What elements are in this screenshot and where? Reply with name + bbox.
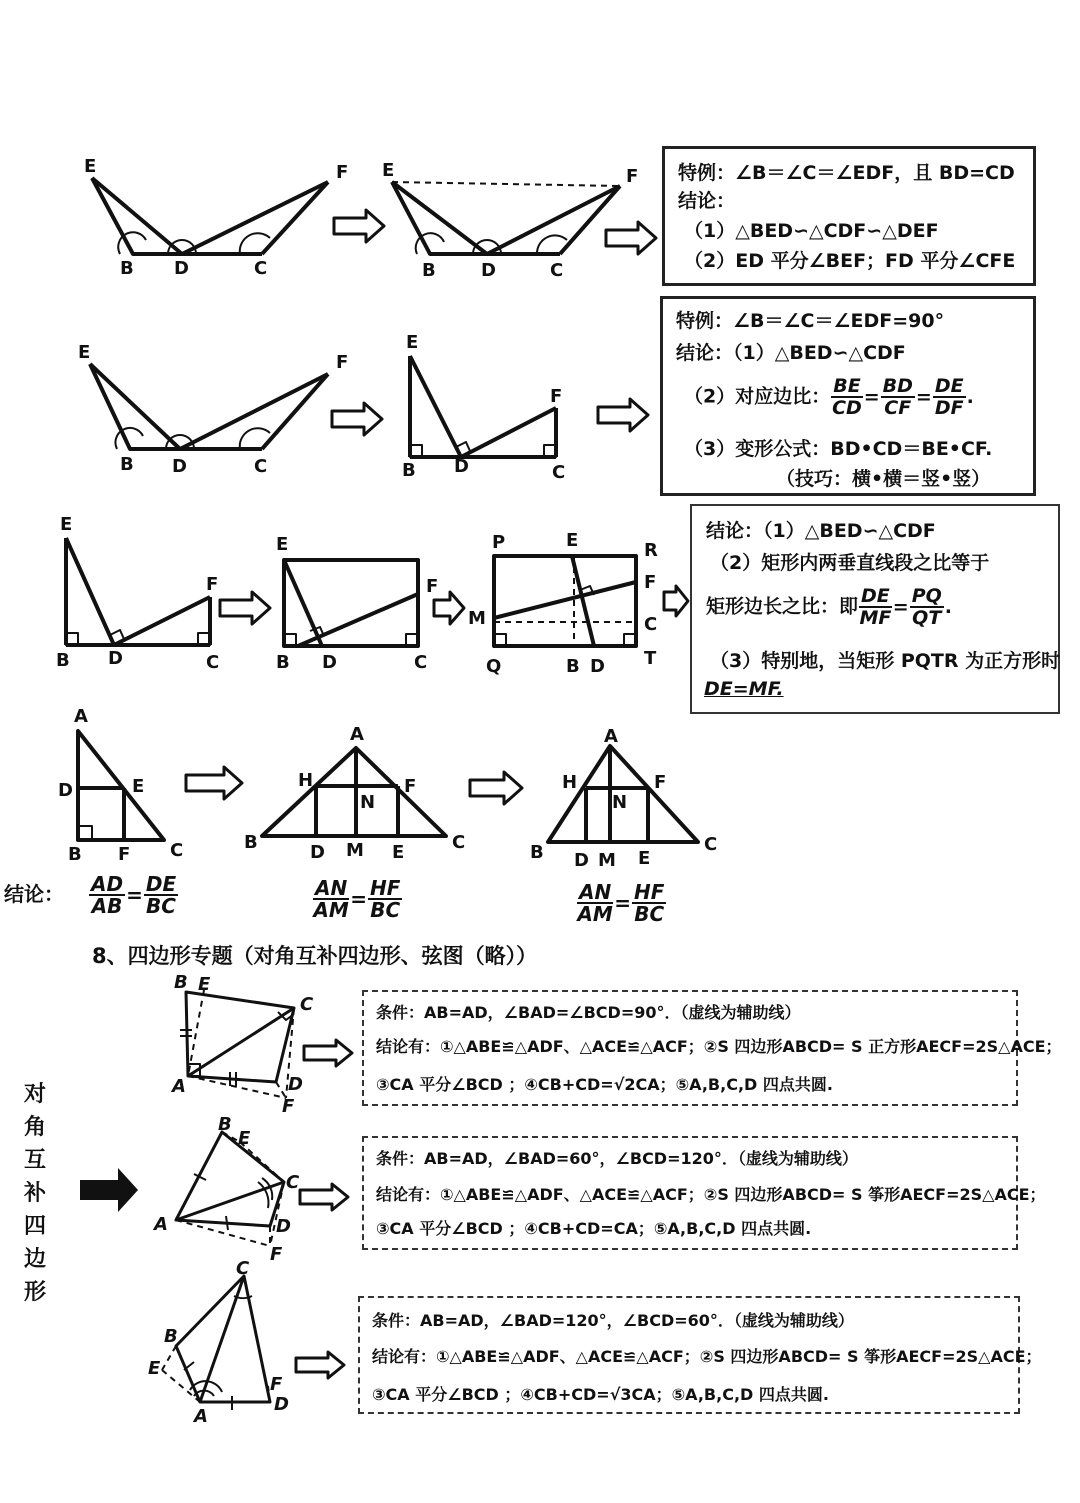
ratio-de-mf: $\frac{DE}{MF}$ [859,585,892,629]
arrow-7 [664,586,688,616]
box2-c4: （技巧：横•横＝竖•竖） [776,468,991,490]
box2-c1: 结论：（1）△BED∽△CDF [676,342,906,364]
svg-text:F: F [270,1244,283,1265]
svg-text:E: E [406,332,419,353]
svg-text:C: C [206,652,220,673]
svg-text:C: C [254,258,268,279]
svg-text:E: E [238,1128,251,1149]
svg-text:Q: Q [486,656,502,677]
ratio-de-df: $\frac{DE}{DF}$ [934,375,964,419]
svg-text:F: F [336,352,349,373]
svg-text:E: E [638,848,651,869]
box3-c2b: 矩形边长之比：即 $\frac{DE}{MF}$ = $\frac{PQ}{QT}$ . [706,585,952,629]
svg-text:F: F [118,844,131,865]
arrow-8 [186,767,242,799]
svg-text:M: M [598,850,616,871]
svg-text:A: A [74,706,88,727]
svg-text:F: F [336,162,349,183]
box1-special: 特例：∠B＝∠C＝∠EDF，且 BD=CD [678,162,1015,184]
svg-text:H: H [298,770,314,791]
svg-text:C: C [414,652,428,673]
svg-text:T: T [644,648,657,669]
svg-text:E: E [276,534,289,555]
svg-text:D: D [108,648,123,669]
svg-text:F: F [550,386,563,407]
box2-c2-prefix: （2）对应边比： [684,385,831,408]
svg-text:F: F [426,576,439,597]
arrow-3 [332,403,382,435]
svg-text:F: F [404,776,417,797]
fig-row3-a [66,538,210,645]
svg-text:C: C [704,834,718,855]
q2-cond: 条件：AB=AD，∠BAD=60°，∠BCD=120°．（虚线为辅助线） [376,1149,858,1168]
svg-text:C: C [550,260,564,281]
q2-l3: ③CA 平分∠BCD ；④CB+CD=CA；⑤A,B,C,D 四点共圆. [376,1219,812,1238]
box3-c4: DE=MF. [704,678,784,700]
svg-text:E: E [382,160,395,181]
svg-text:A: A [172,1076,186,1097]
svg-text:D: D [574,850,589,871]
box1-c1: （1）△BED∽△CDF∽△DEF [684,220,939,242]
box2-special: 特例：∠B＝∠C＝∠EDF=90° [676,310,945,332]
svg-text:D: D [172,456,187,477]
ratio-pq-qt: $\frac{PQ}{QT}$ [911,585,942,629]
svg-text:B: B [120,258,134,279]
arrow-9 [470,772,522,804]
svg-text:B: B [174,972,188,993]
box3-c3: （3）特别地，当矩形 PQTR 为正方形时 [710,650,1061,672]
ratio-be-cd: $\frac{BE}{CD}$ [832,375,862,419]
svg-text:B: B [402,460,416,481]
svg-text:A: A [194,1406,208,1427]
svg-text:A: A [604,726,618,747]
fig-row2-a [90,364,328,449]
svg-text:F: F [270,1374,283,1395]
ratio-bd-cf: $\frac{BD}{CF}$ [882,375,913,419]
svg-text:C: C [286,1172,300,1193]
svg-text:B: B [276,652,290,673]
svg-text:E: E [566,530,579,551]
fig-row1-a [92,178,328,254]
arrow-12 [296,1352,344,1378]
svg-text:R: R [644,540,658,561]
svg-text:D: D [276,1216,291,1237]
svg-text:D: D [454,456,469,477]
svg-text:B: B [120,454,134,475]
svg-text:C: C [452,832,466,853]
q1-l2: 结论有：①△ABE≌△ADF、△ACE≌△ACF；②S 四边形ABCD= S 正方形AECF=2S△ACE； [376,1037,1062,1056]
svg-text:F: F [626,166,639,187]
svg-text:D: D [174,258,189,279]
svg-text:F: F [654,772,667,793]
svg-text:C: C [644,614,658,635]
box2-c3: （3）变形公式：BD•CD＝BE•CF. [684,438,993,460]
svg-text:D: D [274,1394,289,1415]
box3-c1: 结论：（1）△BED∽△CDF [706,520,936,542]
svg-text:D: D [590,656,605,677]
svg-text:B: B [218,1114,232,1135]
box2-c2: （2）对应边比： $\frac{BE}{CD}$ = $\frac{BD}{CF}$ = $\frac{DE}{DF}$ . [684,375,974,419]
svg-text:M: M [346,840,364,861]
fig-row4-a [78,731,164,840]
svg-text:B: B [164,1326,178,1347]
arrow-6 [434,592,464,624]
svg-text:C: C [254,456,268,477]
fig-row3-c [494,556,636,646]
big-arrow [80,1168,138,1212]
svg-text:H: H [562,772,578,793]
svg-text:N: N [612,792,628,813]
svg-text:D: D [322,652,337,673]
arrow-5 [220,592,270,624]
fig-quad-3 [162,1276,270,1410]
row4-r3: $\frac{AN}{AM}$ = $\frac{HF}{BC}$ [577,880,665,926]
row4-r1: $\frac{AD}{AB}$ = $\frac{DE}{BC}$ [91,872,177,918]
svg-text:D: D [288,1074,303,1095]
svg-text:B: B [422,260,436,281]
q3-l2: 结论有：①△ABE≌△ADF、△ACE≌△ACF；②S 四边形ABCD= S 筝形AECF=2S△ACE； [372,1347,1042,1366]
row4-label: 结论： [4,882,64,906]
q1-l3: ③CA 平分∠BCD ；④CB+CD=√2CA；⑤A,B,C,D 四点共圆. [376,1075,833,1094]
row4-r2: $\frac{AN}{AM}$ = $\frac{HF}{BC}$ [313,876,401,922]
section8-title: 8、四边形专题（对角互补四边形、弦图（略）） [92,944,538,968]
svg-text:E: E [148,1358,161,1379]
svg-text:B: B [530,842,544,863]
svg-text:A: A [350,724,364,745]
svg-text:C: C [170,840,184,861]
svg-text:C: C [236,1258,250,1279]
side-label: 对 角 互 补 四 边 形 [23,1082,46,1305]
svg-text:E: E [132,776,145,797]
q3-l3: ③CA 平分∠BCD ；④CB+CD=√3CA；⑤A,B,C,D 四点共圆. [372,1385,829,1404]
svg-text:B: B [566,656,580,677]
svg-text:E: E [84,156,97,177]
svg-text:C: C [552,462,566,483]
fig-row1-b [392,182,620,254]
svg-text:D: D [310,842,325,863]
svg-text:A: A [154,1214,168,1235]
fig-quad-2 [176,1132,284,1246]
arrow-2 [606,222,656,254]
svg-text:F: F [644,572,657,593]
svg-text:F: F [282,1096,295,1117]
arrow-4 [598,399,648,431]
svg-text:D: D [481,260,496,281]
arrow-1 [334,210,384,242]
svg-text:E: E [198,974,211,995]
box1-conclusion-label: 结论： [678,190,736,212]
q1-cond: 条件：AB=AD，∠BAD=∠BCD=90°．（虚线为辅助线） [376,1003,801,1022]
arrow-11 [300,1184,348,1210]
svg-text:B: B [244,832,258,853]
fig-row4-b [262,748,446,836]
arrow-10 [304,1040,352,1066]
svg-text:B: B [56,650,70,671]
fig-row2-b [410,356,556,457]
q3-cond: 条件：AB=AD，∠BAD=120°，∠BCD=60°．（虚线为辅助线） [372,1311,854,1330]
fig-row3-b [284,560,418,646]
svg-text:N: N [360,792,376,813]
svg-text:P: P [492,532,506,553]
svg-text:F: F [206,574,219,595]
svg-text:B: B [68,844,82,865]
q2-l2: 结论有：①△ABE≌△ADF、△ACE≌△ACF；②S 四边形ABCD= S 筝形AECF=2S△ACE； [376,1185,1046,1204]
svg-text:C: C [300,994,314,1015]
svg-text:E: E [60,514,73,535]
box3-c2a: （2）矩形内两垂直线段之比等于 [710,552,990,574]
box1-c2: （2）ED 平分∠BEF；FD 平分∠CFE [684,250,1016,272]
svg-text:D: D [58,780,73,801]
svg-text:E: E [78,342,91,363]
fig-quad-1 [180,990,294,1098]
svg-text:E: E [392,842,405,863]
svg-text:M: M [468,608,486,629]
